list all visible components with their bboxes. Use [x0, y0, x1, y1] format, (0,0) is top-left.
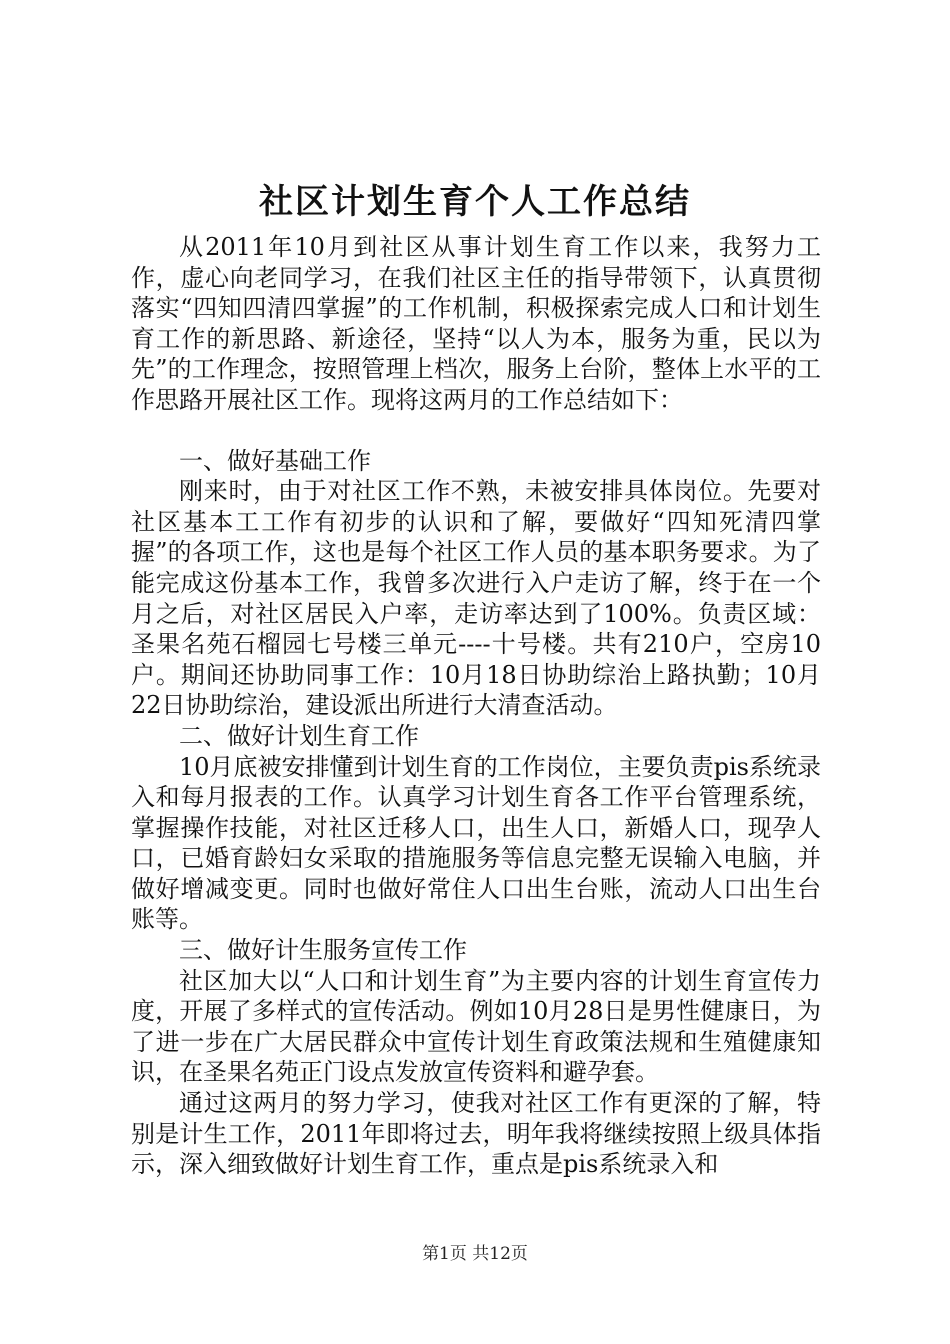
section-paragraph-3: 社区加大以“人口和计划生育”为主要内容的计划生育宣传力度，开展了多样式的宣传活动。例如10月28日是男性健康日，为了进一步在广大居民群众中宣传计划生育政策法规和生殖健康知识，在圣果名苑正门设点发放宣传资料和避孕套。: [131, 966, 821, 1087]
closing-paragraph: 通过这两月的努力学习，使我对社区工作有更深的了解，特别是计生工作，2011年即将过去，明年我将继续按照上级具体指示，深入细致做好计划生育工作，重点是pis系统录入和: [131, 1089, 821, 1179]
document-body: [131, 232, 821, 1180]
section-paragraph-1: 刚来时，由于对社区工作不熟，未被安排具体岗位。先要对社区基本工工作有初步的认识和了解，要做好“四知死清四掌握”的各项工作，这也是每个社区工作人员的基本职务要求。为了能完成这份基本工作，我曾多次进行入户走访了解，终于在一个月之后，对社区居民入户率，走访率达到了100%。负责区域：圣果名苑石榴园七号楼三单元----十号楼。共有210户，空房10户。期间还协助同事工作：10月18日协助综治上路执勤；10月22日协助综治，建设派出所进行大清查活动。: [131, 477, 821, 720]
intro-paragraph: 从2011年10月到社区从事计划生育工作以来，我努力工作，虚心向老同学习，在我们社区主任的指导带领下，认真贯彻落实“四知四清四掌握”的工作机制，积极探索完成人口和计划生育工作的新思路、新途径，坚持“以人为本，服务为重，民以为先”的工作理念，按照管理上档次，服务上台阶，整体上水平的工作思路开展社区工作。现将这两月的工作总结如下：: [131, 233, 821, 414]
paragraph-spacer: [131, 416, 821, 446]
section-heading-2: 二、做好计划生育工作: [179, 721, 419, 750]
page-number-footer: 第1页 共12页: [422, 1244, 528, 1264]
section-heading-1: 一、做好基础工作: [179, 446, 371, 475]
section-paragraph-2: 10月底被安排懂到计划生育的工作岗位，主要负责pis系统录入和每月报表的工作。认真学习计划生育各工作平台管理系统，掌握操作技能，对社区迁移人口，出生人口，新婚人口，现孕人口，已婚育龄妇女采取的措施服务等信息完整无误输入电脑，并做好增减变更。同时也做好常住人口出生台账，流动人口出生台账等。: [131, 752, 821, 934]
section-heading-3: 三、做好计生服务宣传工作: [179, 936, 467, 965]
document-title: 社区计划生育个人工作总结: [259, 182, 691, 222]
